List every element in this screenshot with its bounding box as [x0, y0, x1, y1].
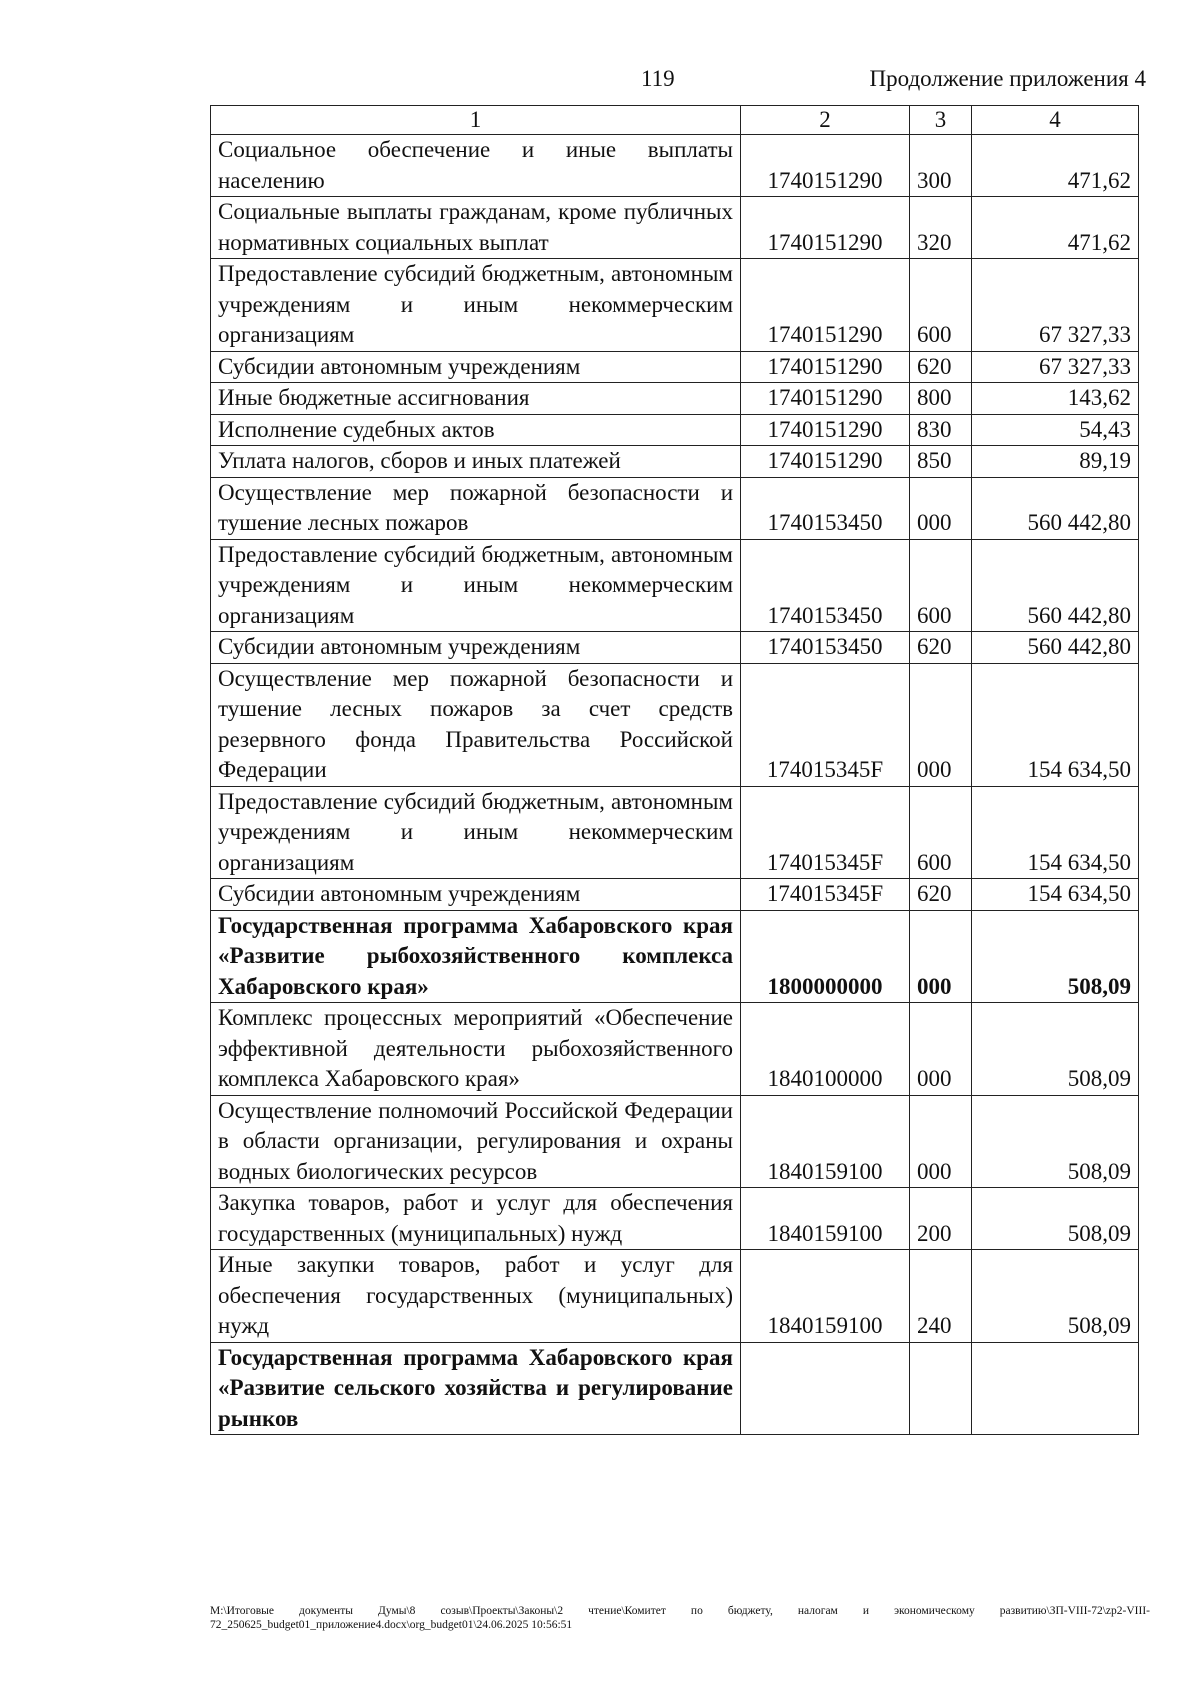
row-name: Осуществление полномочий Российской Федерации в области организации, регулирования и охраны водных биологических ресурсов [211, 1095, 741, 1188]
row-target-code: 174015345F [741, 786, 910, 879]
row-name: Субсидии автономным учреждениям [211, 351, 741, 383]
table-row [211, 786, 1139, 879]
row-name: Государственная программа Хабаровского края «Развитие сельского хозяйства и регулирование рынков [211, 1342, 741, 1435]
row-target-code: 1840159100 [741, 1188, 910, 1250]
row-amount: 560 442,80 [972, 477, 1139, 539]
appendix-note: Продолжение приложения 4 [869, 66, 1146, 91]
row-target-code: 1840100000 [741, 1003, 910, 1096]
row-expense-type: 800 [910, 383, 972, 415]
table-row [211, 477, 1139, 539]
row-expense-type: 620 [910, 351, 972, 383]
row-expense-type: 000 [910, 477, 972, 539]
row-amount [972, 1342, 1139, 1435]
budget-table [210, 105, 1139, 1435]
row-name: Предоставление субсидий бюджетным, автономным учреждениям и иным некоммерческим организациям [211, 259, 741, 352]
row-amount: 143,62 [972, 383, 1139, 415]
table-row [211, 632, 1139, 664]
row-amount: 89,19 [972, 446, 1139, 478]
row-amount: 67 327,33 [972, 259, 1139, 352]
row-name: Иные закупки товаров, работ и услуг для обеспечения государственных (муниципальных) нужд [211, 1250, 741, 1343]
table-row [211, 351, 1139, 383]
table-row [211, 414, 1139, 446]
table-row [211, 446, 1139, 478]
row-amount: 154 634,50 [972, 879, 1139, 911]
table-row [211, 259, 1139, 352]
row-name: Субсидии автономным учреждениям [211, 879, 741, 911]
row-amount: 508,09 [972, 1003, 1139, 1096]
row-expense-type: 000 [910, 1095, 972, 1188]
row-name: Социальное обеспечение и иные выплаты населению [211, 135, 741, 197]
table-row [211, 383, 1139, 415]
row-expense-type: 620 [910, 632, 972, 664]
row-target-code: 1740151290 [741, 259, 910, 352]
row-target-code: 1740151290 [741, 197, 910, 259]
table-row [211, 197, 1139, 259]
table-row [211, 663, 1139, 786]
row-name: Уплата налогов, сборов и иных платежей [211, 446, 741, 478]
row-name: Предоставление субсидий бюджетным, автономным учреждениям и иным некоммерческим организациям [211, 539, 741, 632]
table-row [211, 1250, 1139, 1343]
table-row [211, 1342, 1139, 1435]
row-target-code [741, 1342, 910, 1435]
row-expense-type: 200 [910, 1188, 972, 1250]
row-expense-type: 000 [910, 1003, 972, 1096]
table-row [211, 135, 1139, 197]
row-name: Закупка товаров, работ и услуг для обеспечения государственных (муниципальных) нужд [211, 1188, 741, 1250]
row-amount: 508,09 [972, 1095, 1139, 1188]
row-target-code: 1740151290 [741, 414, 910, 446]
table-row [211, 539, 1139, 632]
row-amount: 508,09 [972, 910, 1139, 1003]
row-target-code: 174015345F [741, 879, 910, 911]
row-target-code: 1740153450 [741, 632, 910, 664]
table-row [211, 879, 1139, 911]
row-expense-type: 600 [910, 786, 972, 879]
row-name: Иные бюджетные ассигнования [211, 383, 741, 415]
row-expense-type [910, 1342, 972, 1435]
row-target-code: 1740151290 [741, 351, 910, 383]
column-header-3: 3 [910, 106, 972, 135]
row-amount: 154 634,50 [972, 786, 1139, 879]
document-path-footer: M:\Итоговые документы Думы\8 созыв\Проекты\Законы\2 чтение\Комитет по бюджету, налогам и экономическому развитию\ЗП-VIII-72\zp2-VIII-72_250625_budget01_приложение4.docx\org_budget01\24.06.2025 10:56:51 [210, 1605, 1150, 1631]
row-amount: 560 442,80 [972, 632, 1139, 664]
row-target-code: 174015345F [741, 663, 910, 786]
row-expense-type: 620 [910, 879, 972, 911]
table-row [211, 910, 1139, 1003]
row-name: Комплекс процессных мероприятий «Обеспечение эффективной деятельности рыбохозяйственного комплекса Хабаровского края» [211, 1003, 741, 1096]
row-target-code: 1740151290 [741, 135, 910, 197]
row-expense-type: 320 [910, 197, 972, 259]
row-expense-type: 000 [910, 910, 972, 1003]
row-name: Исполнение судебных актов [211, 414, 741, 446]
row-expense-type: 830 [910, 414, 972, 446]
row-target-code: 1740153450 [741, 539, 910, 632]
table-row [211, 1003, 1139, 1096]
row-amount: 67 327,33 [972, 351, 1139, 383]
row-name: Социальные выплаты гражданам, кроме публичных нормативных социальных выплат [211, 197, 741, 259]
row-name: Предоставление субсидий бюджетным, автономным учреждениям и иным некоммерческим организациям [211, 786, 741, 879]
row-target-code: 1740151290 [741, 446, 910, 478]
row-target-code: 1840159100 [741, 1095, 910, 1188]
row-target-code: 1740151290 [741, 383, 910, 415]
page-number: 119 [641, 66, 675, 91]
column-header-2: 2 [741, 106, 910, 135]
row-target-code: 1800000000 [741, 910, 910, 1003]
row-expense-type: 850 [910, 446, 972, 478]
row-amount: 154 634,50 [972, 663, 1139, 786]
column-header-4: 4 [972, 106, 1139, 135]
row-name: Осуществление мер пожарной безопасности и тушение лесных пожаров за счет средств резервного фонда Правительства Российской Федерации [211, 663, 741, 786]
row-expense-type: 600 [910, 259, 972, 352]
row-amount: 54,43 [972, 414, 1139, 446]
row-target-code: 1840159100 [741, 1250, 910, 1343]
row-amount: 560 442,80 [972, 539, 1139, 632]
table-row [211, 1095, 1139, 1188]
row-amount: 471,62 [972, 197, 1139, 259]
row-amount: 471,62 [972, 135, 1139, 197]
row-expense-type: 600 [910, 539, 972, 632]
row-name: Государственная программа Хабаровского края «Развитие рыбохозяйственного комплекса Хабаровского края» [211, 910, 741, 1003]
row-target-code: 1740153450 [741, 477, 910, 539]
row-amount: 508,09 [972, 1250, 1139, 1343]
row-amount: 508,09 [972, 1188, 1139, 1250]
row-name: Осуществление мер пожарной безопасности и тушение лесных пожаров [211, 477, 741, 539]
table-row [211, 1188, 1139, 1250]
column-header-1: 1 [211, 106, 741, 135]
row-name: Субсидии автономным учреждениям [211, 632, 741, 664]
row-expense-type: 240 [910, 1250, 972, 1343]
table-header-row [211, 106, 1139, 135]
row-expense-type: 300 [910, 135, 972, 197]
row-expense-type: 000 [910, 663, 972, 786]
